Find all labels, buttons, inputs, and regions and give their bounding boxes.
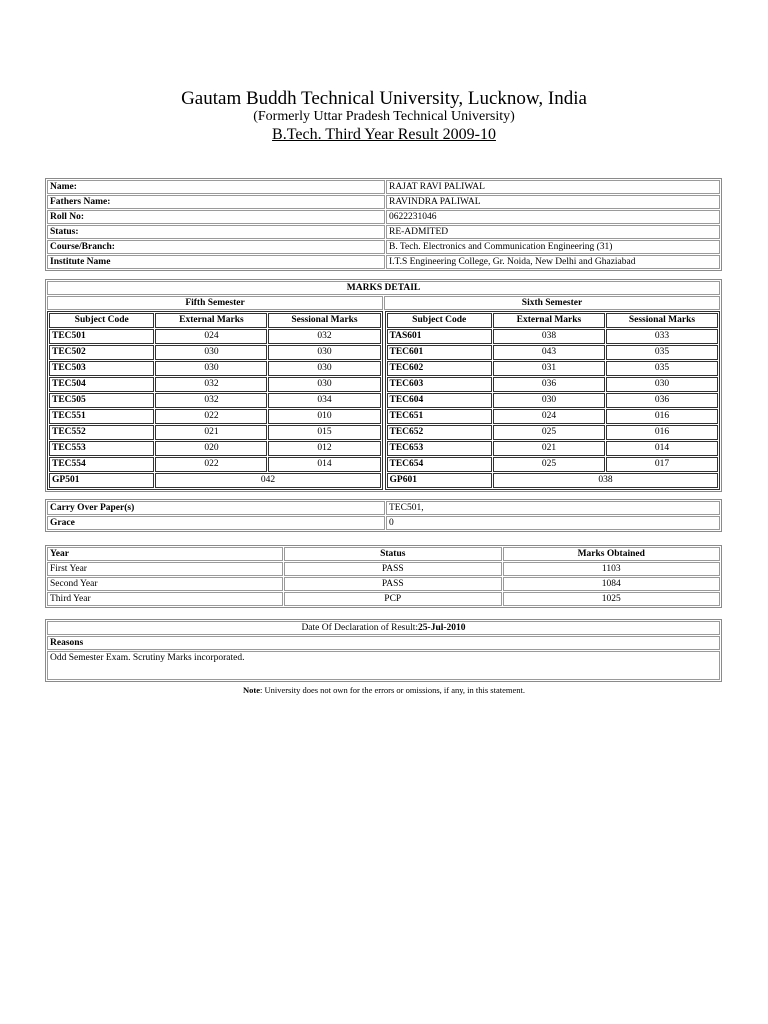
external-marks: 022 [155,409,267,424]
sessional-marks: 015 [268,425,380,440]
student-info-row [47,195,720,209]
subject-code: TEC501 [49,329,154,344]
yearwise-row [47,577,720,591]
year-status: PCP [284,592,502,606]
subject-row [49,409,381,424]
year-label: Second Year [47,577,283,591]
external-marks: 031 [493,361,605,376]
external-marks: 020 [155,441,267,456]
formerly-subtitle: (Formerly Uttar Pradesh Technical University) [253,109,515,124]
sessional-marks: 030 [268,377,380,392]
subject-code: TEC654 [387,457,492,472]
sessional-marks: 030 [268,345,380,360]
column-header: Subject Code [387,313,492,328]
gp-value: 038 [493,473,718,488]
sessional-marks: 030 [268,361,380,376]
year-status: PASS [284,577,502,591]
semester-header-row [49,313,381,328]
subject-code: TEC603 [387,377,492,392]
subject-row [49,393,381,408]
student-field-value: RAVINDRA PALIWAL [386,195,720,209]
subject-row [49,425,381,440]
sessional-marks: 014 [606,441,718,456]
year-marks: 1025 [503,592,721,606]
subject-row [49,377,381,392]
yearwise-column-header: Marks Obtained [503,547,721,561]
subject-row [387,441,719,456]
subject-code: TEC551 [49,409,154,424]
student-info-row [47,210,720,224]
yearwise-row [47,592,720,606]
subject-code: TEC554 [49,457,154,472]
carry-over-label: Carry Over Paper(s) [47,501,385,515]
sessional-marks: 016 [606,425,718,440]
declaration-label: Date Of Declaration of Result: [301,623,419,633]
subject-code: TEC552 [49,425,154,440]
subject-row [387,377,719,392]
subject-row [387,345,719,360]
yearwise-row [47,562,720,576]
external-marks: 024 [155,329,267,344]
external-marks: 022 [155,457,267,472]
yearwise-header-row [47,547,720,561]
sessional-marks: 035 [606,345,718,360]
yearwise-column-header: Status [284,547,502,561]
grace-label: Grace [47,516,385,530]
reasons-text: Odd Semester Exam. Scrutiny Marks incorporated. [47,651,720,680]
subject-row [49,361,381,376]
column-header: Subject Code [49,313,154,328]
gp-row [387,473,719,488]
external-marks: 032 [155,377,267,392]
subject-row [387,409,719,424]
sessional-marks: 033 [606,329,718,344]
yearwise-result-table [45,545,722,608]
student-field-label: Roll No: [47,210,385,224]
subject-row [49,345,381,360]
marks-detail-title: MARKS DETAIL [47,281,720,295]
reasons-label: Reasons [47,636,720,650]
sessional-marks: 017 [606,457,718,472]
marks-detail-table [45,279,722,492]
sessional-marks: 016 [606,409,718,424]
student-field-label: Course/Branch: [47,240,385,254]
sixth-semester-title: Sixth Semester [384,296,720,310]
student-field-value: I.T.S Engineering College, Gr. Noida, New Delhi and Ghaziabad [386,255,720,269]
university-title: Gautam Buddh Technical University, Lucknow, India [181,88,587,109]
sixth-semester-marks [385,311,721,490]
external-marks: 038 [493,329,605,344]
sessional-marks: 010 [268,409,380,424]
subject-row [49,329,381,344]
sessional-marks: 032 [268,329,380,344]
carry-over-table [45,499,722,532]
external-marks: 025 [493,457,605,472]
declaration-row [47,621,720,635]
fifth-semester-marks [47,311,383,490]
result-title [0,126,768,144]
semester-header-row [387,313,719,328]
subject-code: TEC553 [49,441,154,456]
grace-value: 0 [386,516,720,530]
subject-code: TEC653 [387,441,492,456]
note-label: Note [242,685,260,695]
column-header: External Marks [155,313,267,328]
subject-code: TEC505 [49,393,154,408]
yearwise-column-header: Year [47,547,283,561]
note [0,685,768,695]
external-marks: 036 [493,377,605,392]
gp-value: 042 [155,473,380,488]
subject-code: TAS601 [387,329,492,344]
year-status: PASS [284,562,502,576]
student-info-row [47,225,720,239]
student-field-label: Fathers Name: [47,195,385,209]
external-marks: 021 [155,425,267,440]
subject-code: TEC502 [49,345,154,360]
subject-code: TEC602 [387,361,492,376]
external-marks: 021 [493,441,605,456]
sessional-marks: 014 [268,457,380,472]
student-field-label: Status: [47,225,385,239]
student-info-table [45,178,722,271]
student-field-value: RAJAT RAVI PALIWAL [386,180,720,194]
declaration-date: 25-Jul-2010 [418,623,466,633]
note-text: : University does not own for the errors or omissions, if any, in this statement. [259,685,526,695]
subject-code: TEC601 [387,345,492,360]
declaration-table [45,619,722,682]
subject-code: TEC652 [387,425,492,440]
gp-code: GP501 [49,473,154,488]
sessional-marks: 030 [606,377,718,392]
sessional-marks: 012 [268,441,380,456]
subject-code: TEC651 [387,409,492,424]
external-marks: 043 [493,345,605,360]
subject-row [387,393,719,408]
external-marks: 030 [493,393,605,408]
subject-row [387,329,719,344]
column-header: Sessional Marks [606,313,718,328]
subject-code: TEC604 [387,393,492,408]
student-field-label: Institute Name [47,255,385,269]
subject-row [49,457,381,472]
sessional-marks: 035 [606,361,718,376]
column-header: Sessional Marks [268,313,380,328]
year-label: Third Year [47,592,283,606]
fifth-semester-title: Fifth Semester [47,296,383,310]
external-marks: 024 [493,409,605,424]
year-marks: 1084 [503,577,721,591]
column-header: External Marks [493,313,605,328]
sessional-marks: 034 [268,393,380,408]
subject-row [387,361,719,376]
student-info-row [47,240,720,254]
student-field-label: Name: [47,180,385,194]
student-field-value: B. Tech. Electronics and Communication Engineering (31) [386,240,720,254]
student-field-value: RE-ADMITED [386,225,720,239]
subject-code: TEC504 [49,377,154,392]
subject-row [387,425,719,440]
sessional-marks: 036 [606,393,718,408]
subject-row [49,441,381,456]
year-label: First Year [47,562,283,576]
gp-row [49,473,381,488]
student-field-value: 0622231046 [386,210,720,224]
external-marks: 030 [155,361,267,376]
external-marks: 025 [493,425,605,440]
subject-row [387,457,719,472]
external-marks: 030 [155,345,267,360]
student-info-row [47,255,720,269]
carry-over-value: TEC501, [386,501,720,515]
gp-code: GP601 [387,473,492,488]
student-info-row [47,180,720,194]
result-title-text: B.Tech. Third Year Result 2009-10 [272,126,496,143]
external-marks: 032 [155,393,267,408]
subject-code: TEC503 [49,361,154,376]
year-marks: 1103 [503,562,721,576]
